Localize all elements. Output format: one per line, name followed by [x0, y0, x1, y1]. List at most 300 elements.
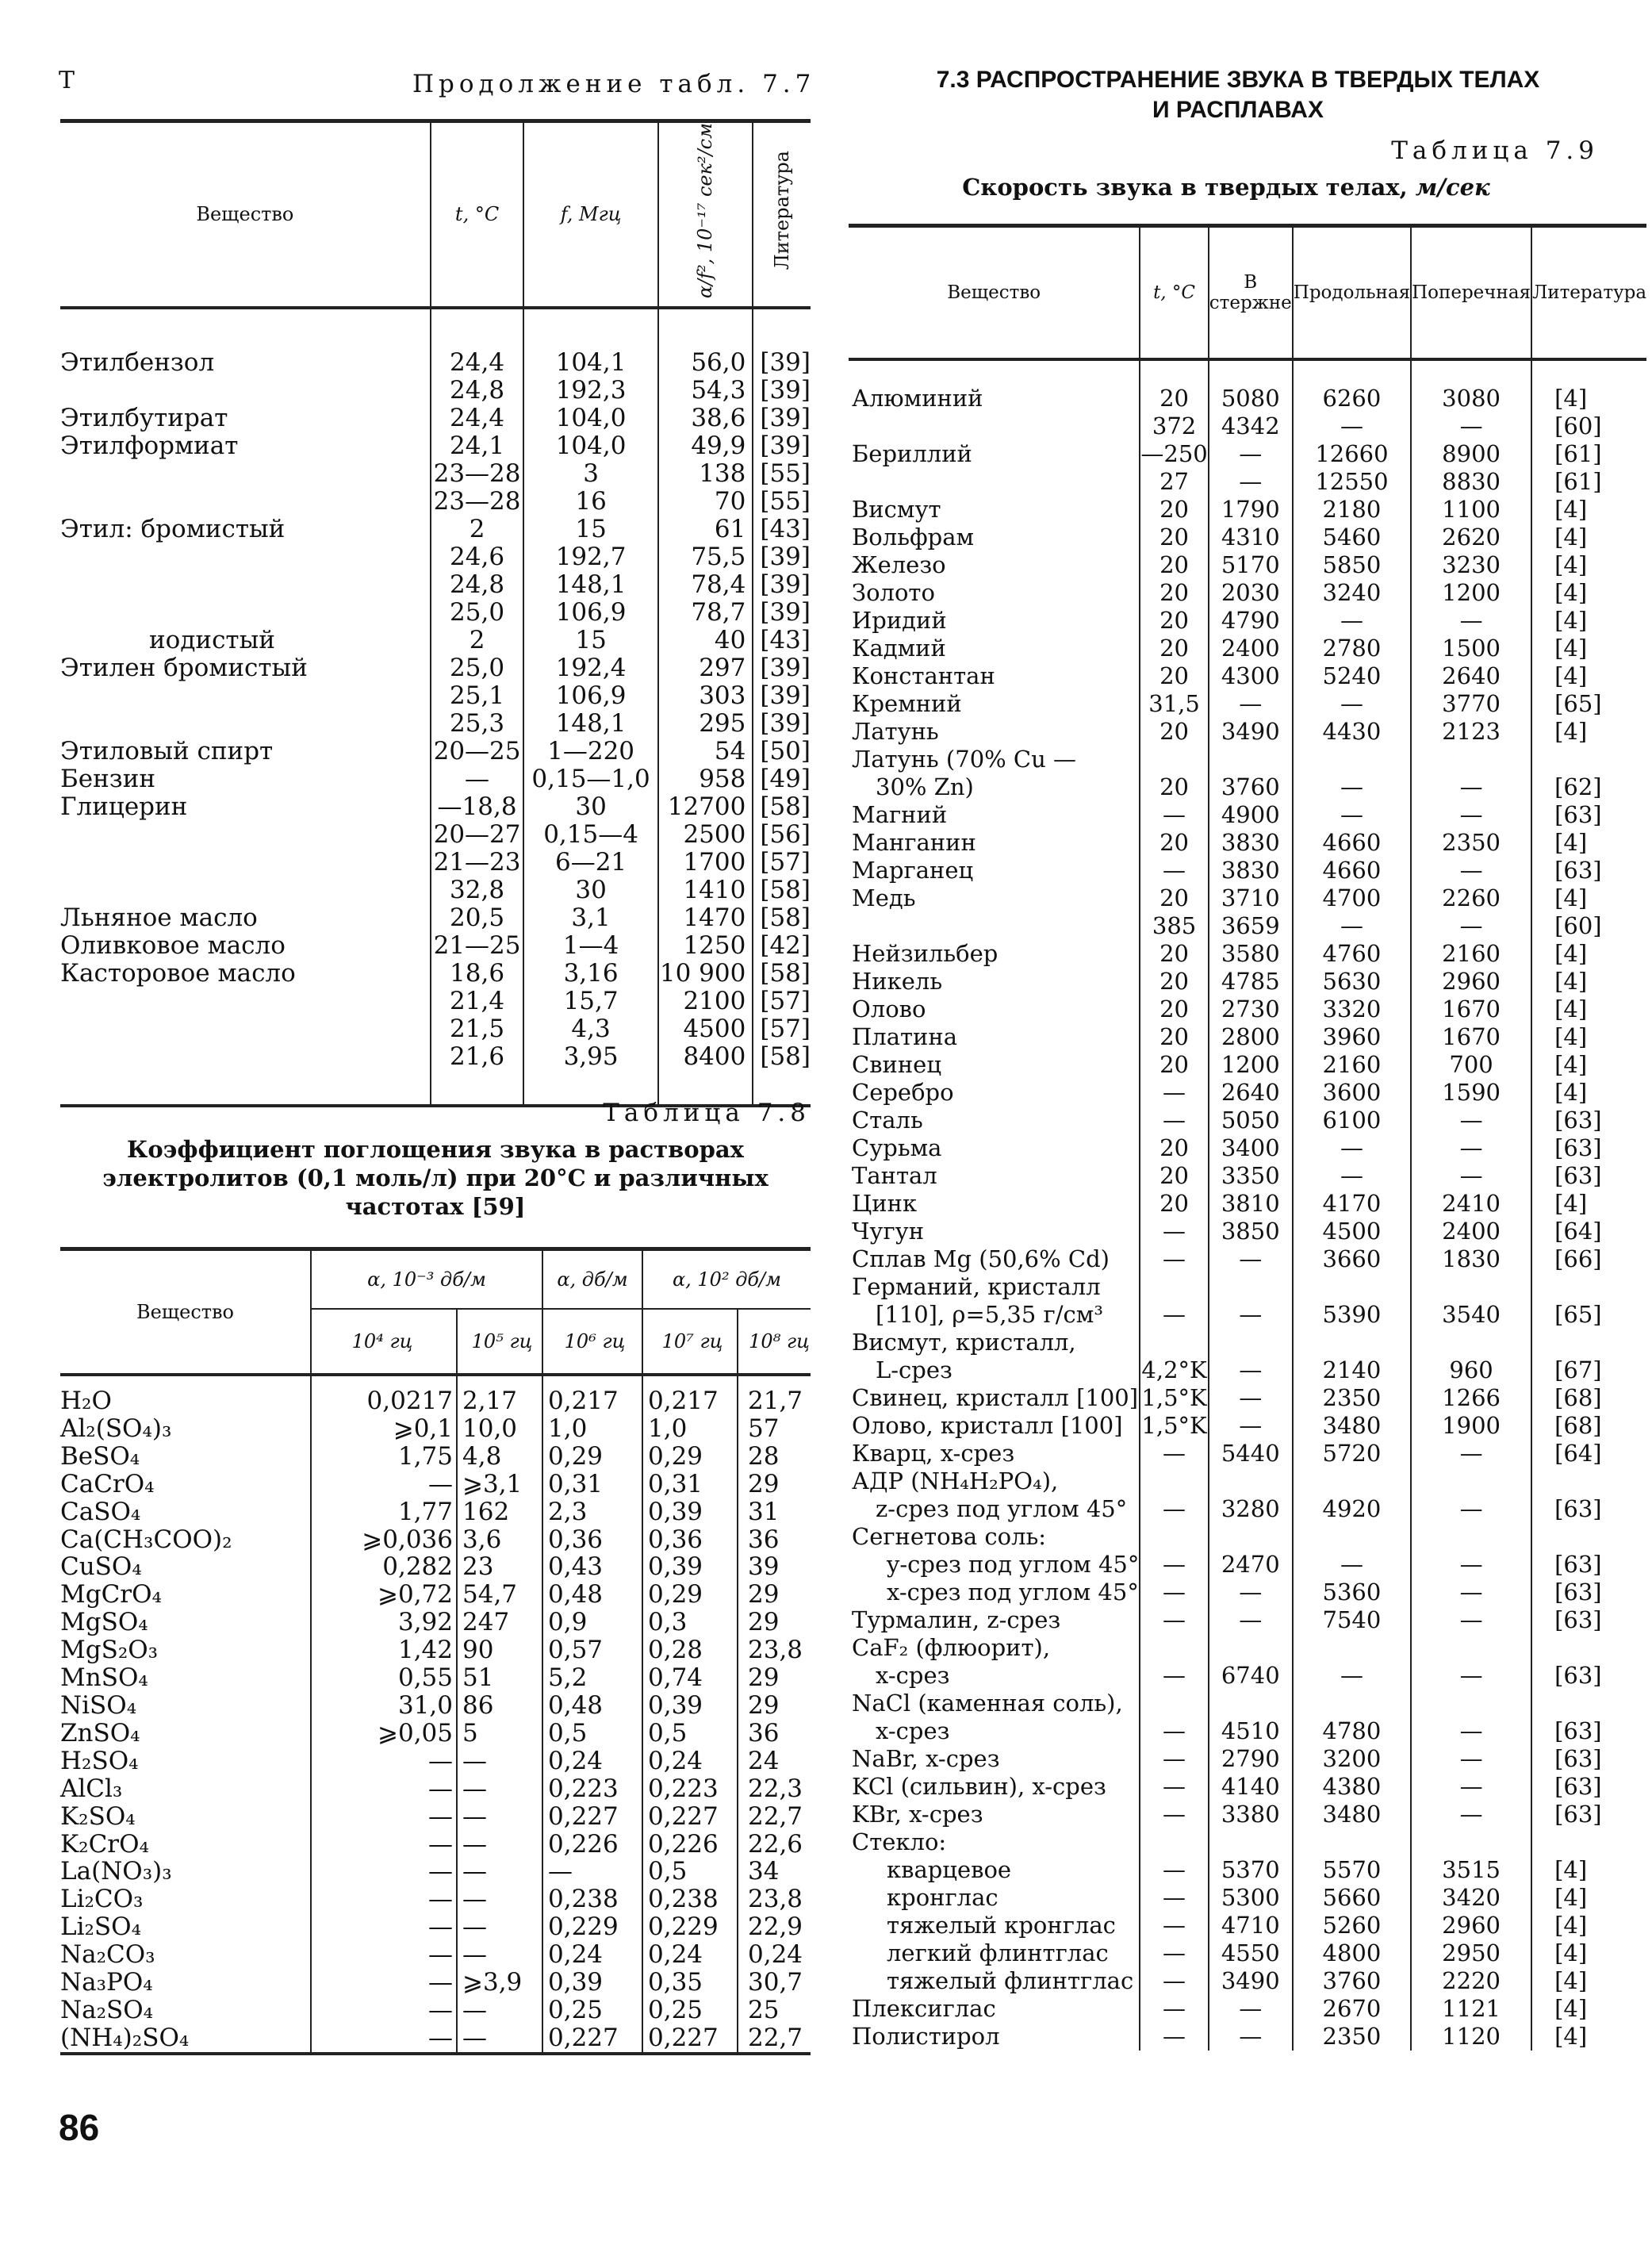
- col-header-freq-1e8: 10⁸ гц: [738, 1309, 811, 1375]
- table-cell: —: [1411, 857, 1531, 884]
- table-row: [60, 599, 811, 627]
- table-cell: 1—4: [523, 932, 657, 960]
- table-cell: 4700: [1293, 884, 1411, 912]
- table-cell: 2800: [1209, 1023, 1293, 1051]
- table-cell: 2160: [1411, 940, 1531, 968]
- table-cell: 3240: [1293, 579, 1411, 607]
- row-label: L-срез: [876, 1356, 952, 1383]
- table-cell: [63]: [1531, 1551, 1646, 1579]
- table-row: [849, 1245, 1646, 1273]
- table-cell: [39]: [753, 599, 811, 627]
- table-cell: 4380: [1293, 1773, 1411, 1801]
- table-cell: [58]: [753, 793, 811, 821]
- table-cell: 3580: [1209, 940, 1293, 968]
- table-row: [60, 1664, 811, 1692]
- table-cell: 0,29: [542, 1443, 642, 1471]
- col-header-frequency: f, Мгц: [523, 121, 657, 309]
- table-cell: 3230: [1411, 551, 1531, 579]
- table-cell: 20—27: [431, 821, 524, 849]
- table-row: [60, 1886, 811, 1913]
- table-cell: 5170: [1209, 551, 1293, 579]
- table-cell: 0,5: [642, 1720, 738, 1748]
- table-cell: —: [1140, 857, 1208, 884]
- table-cell: 0,74: [642, 1664, 738, 1692]
- table-cell: 22,7: [738, 2024, 811, 2052]
- row-label: Льняное масло: [60, 903, 258, 933]
- table-cell: 4900: [1209, 801, 1293, 829]
- table-cell: 4500: [658, 1015, 753, 1043]
- col-header-temperature: t, °C: [1140, 226, 1208, 360]
- row-label: [849, 912, 1140, 940]
- row-label: AlCl₃: [60, 1774, 123, 1803]
- table-cell: 4,2°K: [1140, 1356, 1208, 1384]
- table-cell: —: [1293, 1662, 1411, 1690]
- table-cell: 0,24: [642, 1748, 738, 1775]
- table-cell: 29: [738, 1692, 811, 1720]
- table-cell: 25,1: [431, 682, 524, 710]
- table-cell: —: [1140, 1218, 1208, 1245]
- table-cell: [1140, 1690, 1208, 1717]
- table-cell: 24: [738, 1748, 811, 1775]
- table-cell: 0,48: [542, 1581, 642, 1609]
- table-row: [849, 551, 1646, 579]
- table-cell: 0,29: [642, 1443, 738, 1471]
- table-cell: 0,223: [642, 1775, 738, 1803]
- table-cell: 4760: [1293, 940, 1411, 968]
- table-cell: 23,8: [738, 1636, 811, 1664]
- row-label: Полистирол: [852, 2023, 1000, 2050]
- table-cell: —: [1140, 1773, 1208, 1801]
- table-cell: [1411, 1828, 1531, 1856]
- table-row: [849, 1551, 1646, 1579]
- table-cell: 2180: [1293, 496, 1411, 524]
- table-cell: 78,4: [658, 571, 753, 599]
- table-header-row: [60, 1249, 811, 1310]
- table-cell: 2730: [1209, 996, 1293, 1023]
- table-cell: 2: [431, 627, 524, 654]
- table-cell: 20: [1140, 968, 1208, 996]
- table-cell: [1209, 1828, 1293, 1856]
- table-cell: [1209, 1634, 1293, 1662]
- table-bottom-rule: [60, 2052, 811, 2055]
- table-cell: 21—25: [431, 932, 524, 960]
- running-head: Продолжение табл. 7.7: [412, 70, 816, 98]
- table-cell: [39]: [753, 571, 811, 599]
- table-cell: —: [457, 1803, 542, 1831]
- table-cell: 3490: [1209, 1967, 1293, 1995]
- col-header-substance: Вещество: [196, 203, 294, 226]
- table-cell: 3: [523, 460, 657, 488]
- table-cell: —: [1411, 1134, 1531, 1162]
- table-cell: 5720: [1293, 1440, 1411, 1467]
- row-label: NaBr, x-срез: [852, 1745, 1000, 1772]
- table-cell: 3710: [1209, 884, 1293, 912]
- table-cell: [4]: [1531, 940, 1646, 968]
- table-cell: 0,39: [542, 1969, 642, 1997]
- row-label: x-срез: [876, 1717, 950, 1744]
- table-row: [849, 1856, 1646, 1884]
- table-cell: [1411, 1273, 1531, 1301]
- table-cell: [1293, 1634, 1411, 1662]
- row-label: Турмалин, z-срез: [852, 1606, 1061, 1633]
- table-cell: —: [1411, 1606, 1531, 1634]
- table-cell: [4]: [1531, 1023, 1646, 1051]
- table-cell: 25: [738, 1997, 811, 2024]
- table-cell: 4300: [1209, 662, 1293, 690]
- table-cell: 4500: [1293, 1218, 1411, 1245]
- row-label: 30% Zn): [876, 773, 974, 800]
- table-cell: [42]: [753, 932, 811, 960]
- table-row: [60, 682, 811, 710]
- table-cell: —: [1293, 690, 1411, 718]
- table-cell: [63]: [1531, 801, 1646, 829]
- table-row: [849, 1967, 1646, 1995]
- row-label: [849, 468, 1140, 496]
- table-cell: [1411, 746, 1531, 773]
- table-cell: [4]: [1531, 551, 1646, 579]
- table-row: [849, 1440, 1646, 1467]
- section-heading: 7.3 РАСПРОСТРАНЕНИЕ ЗВУКА В ТВЕРДЫХ ТЕЛАХ И РАСПЛАВАХ: [936, 67, 1540, 123]
- table-cell: 0,223: [542, 1775, 642, 1803]
- table-cell: [1209, 1690, 1293, 1717]
- table-row: [60, 1858, 811, 1886]
- table-cell: 36: [738, 1720, 811, 1748]
- table-cell: 3659: [1209, 912, 1293, 940]
- table-cell: 20: [1140, 551, 1208, 579]
- table-cell: [1411, 1467, 1531, 1495]
- table-row: [60, 1443, 811, 1471]
- table-row: [849, 690, 1646, 718]
- table-cell: [1531, 1329, 1646, 1356]
- table-cell: 20: [1140, 1051, 1208, 1079]
- table-cell: 31,0: [311, 1692, 457, 1720]
- table-cell: 2960: [1411, 1912, 1531, 1939]
- table-cell: 0,24: [542, 1941, 642, 1969]
- row-label: KCl (сильвин), x-срез: [852, 1773, 1106, 1800]
- table-row: [849, 468, 1646, 496]
- table-cell: [64]: [1531, 1440, 1646, 1467]
- table-cell: [1411, 1329, 1531, 1356]
- table-row: [60, 1913, 811, 1941]
- table-cell: 4170: [1293, 1190, 1411, 1218]
- table-cell: [1140, 1467, 1208, 1495]
- row-label: Золото: [852, 579, 935, 606]
- table-cell: [63]: [1531, 857, 1646, 884]
- row-label: H₂SO₄: [60, 1746, 139, 1775]
- table-cell: [1411, 1634, 1531, 1662]
- table-cell: [4]: [1531, 359, 1646, 412]
- table-cell: —: [311, 1748, 457, 1775]
- table-cell: [63]: [1531, 1745, 1646, 1773]
- row-label: y-срез под углом 45°: [887, 1551, 1140, 1578]
- row-label: Манганин: [852, 829, 976, 856]
- row-label: [60, 710, 431, 738]
- table-cell: [1209, 1273, 1293, 1301]
- table-row: [849, 1801, 1646, 1828]
- table-cell: ⩾0,72: [311, 1581, 457, 1609]
- table-cell: [43]: [753, 516, 811, 543]
- table-cell: [4]: [1531, 968, 1646, 996]
- table-cell: 700: [1411, 1051, 1531, 1079]
- table-row: [849, 1939, 1646, 1967]
- table-cell: 20: [1140, 1190, 1208, 1218]
- col-header-literature: Литература: [1531, 226, 1646, 360]
- table-cell: 12550: [1293, 468, 1411, 496]
- row-label: Сурьма: [852, 1134, 942, 1161]
- table-cell: 54,7: [457, 1581, 542, 1609]
- row-label: Кремний: [852, 690, 962, 717]
- table-cell: —: [1293, 607, 1411, 635]
- table-cell: [4]: [1531, 1995, 1646, 2023]
- row-label: Li₂SO₄: [60, 1912, 142, 1942]
- table-cell: 104,0: [523, 432, 657, 460]
- table-cell: 61: [658, 516, 753, 543]
- table-cell: [1531, 1467, 1646, 1495]
- table-cell: 20: [1140, 496, 1208, 524]
- table-cell: [68]: [1531, 1412, 1646, 1440]
- table-cell: 70: [658, 488, 753, 516]
- col-header-longitudinal: Продольная: [1293, 226, 1411, 360]
- row-label: NiSO₄: [60, 1690, 137, 1720]
- table-cell: 20: [1140, 940, 1208, 968]
- table-cell: 24,4: [431, 308, 524, 377]
- table-cell: —: [311, 1969, 457, 1997]
- table-cell: 20—25: [431, 738, 524, 765]
- table-cell: [4]: [1531, 635, 1646, 662]
- table-cell: 247: [457, 1609, 542, 1636]
- row-label: CuSO₄: [60, 1552, 142, 1582]
- table-cell: 0,25: [642, 1997, 738, 2024]
- row-label: NaCl (каменная соль),: [852, 1690, 1123, 1717]
- table-cell: 27: [1140, 468, 1208, 496]
- row-label: Al₂(SO₄)₃: [60, 1414, 172, 1443]
- table-cell: 54: [658, 738, 753, 765]
- table-row: [849, 496, 1646, 524]
- row-label: Оливковое масло: [60, 931, 286, 961]
- table-row: [60, 765, 811, 793]
- table-cell: 3480: [1293, 1412, 1411, 1440]
- table-cell: —: [1209, 1995, 1293, 2023]
- table-cell: 12700: [658, 793, 753, 821]
- table-cell: 22,9: [738, 1913, 811, 1941]
- table-cell: —: [1140, 1551, 1208, 1579]
- row-label: CaCrO₄: [60, 1469, 155, 1498]
- table-cell: —: [457, 1886, 542, 1913]
- row-label: CaSO₄: [60, 1497, 141, 1526]
- table-cell: 1410: [658, 877, 753, 904]
- table-cell: 3080: [1411, 359, 1531, 412]
- table-cell: 5: [457, 1720, 542, 1748]
- table-header-row: [60, 121, 811, 309]
- table-cell: —: [457, 1941, 542, 1969]
- table-cell: 1200: [1411, 579, 1531, 607]
- table-cell: 0,282: [311, 1553, 457, 1581]
- table-cell: 4,8: [457, 1443, 542, 1471]
- table-cell: 0,39: [642, 1692, 738, 1720]
- table-row: [849, 1023, 1646, 1051]
- table-cell: 2620: [1411, 524, 1531, 551]
- table-cell: [1140, 1273, 1208, 1301]
- table-cell: [55]: [753, 460, 811, 488]
- col-header-alpha-f2: α/f², 10⁻¹⁷ сек²/см: [658, 121, 753, 309]
- table-cell: ⩾3,9: [457, 1969, 542, 1997]
- table-cell: 29: [738, 1581, 811, 1609]
- table-cell: [1531, 746, 1646, 773]
- table-cell: [39]: [753, 682, 811, 710]
- table-cell: 0,35: [642, 1969, 738, 1997]
- table-cell: 0,48: [542, 1692, 642, 1720]
- table-cell: [1293, 1523, 1411, 1551]
- table-cell: [1293, 1828, 1411, 1856]
- table-cell: 303: [658, 682, 753, 710]
- table-cell: 5660: [1293, 1884, 1411, 1912]
- table-cell: 1—220: [523, 738, 657, 765]
- table-row: [60, 1803, 811, 1831]
- table-row: [849, 968, 1646, 996]
- table-cell: —: [311, 1858, 457, 1886]
- row-label: [60, 599, 431, 627]
- table-cell: 295: [658, 710, 753, 738]
- table-cell: 2350: [1293, 1384, 1411, 1412]
- table-row: [849, 1884, 1646, 1912]
- table-cell: [4]: [1531, 2023, 1646, 2051]
- table-cell: 2140: [1293, 1356, 1411, 1384]
- table-cell: 20: [1140, 635, 1208, 662]
- table-cell: —: [431, 765, 524, 793]
- table-cell: 31: [738, 1498, 811, 1526]
- row-label: MgCrO₄: [60, 1580, 162, 1609]
- row-label: Висмут, кристалл,: [852, 1329, 1076, 1356]
- row-label: Бензин: [60, 765, 156, 794]
- table-cell: 3200: [1293, 1745, 1411, 1773]
- table-cell: [56]: [753, 821, 811, 849]
- row-label: иодистый: [149, 626, 275, 655]
- table-row: [849, 1051, 1646, 1079]
- table-cell: 4310: [1209, 524, 1293, 551]
- table-cell: 2400: [1411, 1218, 1531, 1245]
- table-cell: —: [1140, 1912, 1208, 1939]
- table-cell: 78,7: [658, 599, 753, 627]
- row-label: H₂O: [60, 1387, 112, 1415]
- table-cell: 1470: [658, 904, 753, 932]
- table-cell: —: [1209, 1245, 1293, 1273]
- table-row: [60, 1498, 811, 1526]
- col-header-freq-1e5: 10⁵ гц: [457, 1309, 542, 1375]
- table-cell: 24,8: [431, 571, 524, 599]
- table-row: [60, 710, 811, 738]
- table-cell: 2670: [1293, 1995, 1411, 2023]
- table-cell: 75,5: [658, 543, 753, 571]
- table-cell: —: [1411, 801, 1531, 829]
- table-cell: 21,6: [431, 1043, 524, 1104]
- table-cell: 7540: [1293, 1606, 1411, 1634]
- table-cell: [39]: [753, 710, 811, 738]
- table-cell: —: [1140, 1939, 1208, 1967]
- table-cell: 3830: [1209, 829, 1293, 857]
- table-row: [849, 1079, 1646, 1107]
- table-cell: 104,1: [523, 308, 657, 377]
- row-label: Сталь: [852, 1107, 923, 1134]
- table-cell: 20: [1140, 359, 1208, 412]
- table-cell: [1140, 1634, 1208, 1662]
- table-cell: —: [1140, 1801, 1208, 1828]
- row-label: Свинец: [852, 1051, 941, 1078]
- table-row: [849, 1273, 1646, 1301]
- table-cell: 1700: [658, 849, 753, 877]
- table-cell: —: [1411, 1717, 1531, 1745]
- row-label: Na₃PO₄: [60, 1968, 153, 1997]
- table-cell: 2790: [1209, 1745, 1293, 1773]
- table-number: Таблица 7.9: [1391, 136, 1599, 165]
- table-cell: —: [311, 1997, 457, 2024]
- row-label: Алюминий: [852, 385, 983, 412]
- table-row: [849, 412, 1646, 440]
- row-label: Медь: [852, 884, 916, 911]
- table-cell: 12660: [1293, 440, 1411, 468]
- table-cell: 24,6: [431, 543, 524, 571]
- table-cell: 1790: [1209, 496, 1293, 524]
- table-cell: 21,5: [431, 1015, 524, 1043]
- table-cell: 1670: [1411, 1023, 1531, 1051]
- row-label: Висмут: [852, 496, 941, 523]
- table-cell: —: [1411, 773, 1531, 801]
- row-label: кварцевое: [887, 1856, 1012, 1883]
- table-cell: —: [1209, 1384, 1293, 1412]
- table-cell: 4800: [1293, 1939, 1411, 1967]
- table-cell: [1531, 1523, 1646, 1551]
- table-cell: [60]: [1531, 412, 1646, 440]
- table-cell: 15,7: [523, 988, 657, 1015]
- table-cell: —: [1293, 1134, 1411, 1162]
- table-cell: 192,7: [523, 543, 657, 571]
- table-cell: —: [1209, 1579, 1293, 1606]
- table-cell: [1293, 1467, 1411, 1495]
- row-label: [60, 1015, 431, 1043]
- table-row: [60, 2024, 811, 2052]
- table-cell: [4]: [1531, 1190, 1646, 1218]
- table-cell: 2410: [1411, 1190, 1531, 1218]
- table-cell: [4]: [1531, 1051, 1646, 1079]
- table-cell: [63]: [1531, 1107, 1646, 1134]
- table-row: [60, 821, 811, 849]
- table-cell: 2030: [1209, 579, 1293, 607]
- row-label: Марганец: [852, 857, 974, 884]
- table-row: [849, 1412, 1646, 1440]
- table-cell: 148,1: [523, 571, 657, 599]
- row-label: Константан: [852, 662, 995, 689]
- table-cell: [65]: [1531, 1301, 1646, 1329]
- row-label: MgSO₄: [60, 1608, 148, 1637]
- table-cell: 30: [523, 793, 657, 821]
- table-cell: 20,5: [431, 904, 524, 932]
- table-cell: [1140, 1828, 1208, 1856]
- table-cell: —: [1140, 1717, 1208, 1745]
- table-cell: 5,2: [542, 1664, 642, 1692]
- table-7-8-caption: [60, 1099, 811, 1221]
- table-cell: 4790: [1209, 607, 1293, 635]
- table-row: [60, 738, 811, 765]
- table-cell: 28: [738, 1443, 811, 1471]
- row-label: Сплав Mg (50,6% Cd): [852, 1245, 1110, 1272]
- table-row: [60, 1775, 811, 1803]
- table-cell: 5050: [1209, 1107, 1293, 1134]
- table-cell: —: [1209, 1606, 1293, 1634]
- table-row: [849, 940, 1646, 968]
- table-cell: [58]: [753, 877, 811, 904]
- row-label: Платина: [852, 1023, 957, 1050]
- table-cell: 2123: [1411, 718, 1531, 746]
- row-label: Стекло:: [852, 1828, 947, 1855]
